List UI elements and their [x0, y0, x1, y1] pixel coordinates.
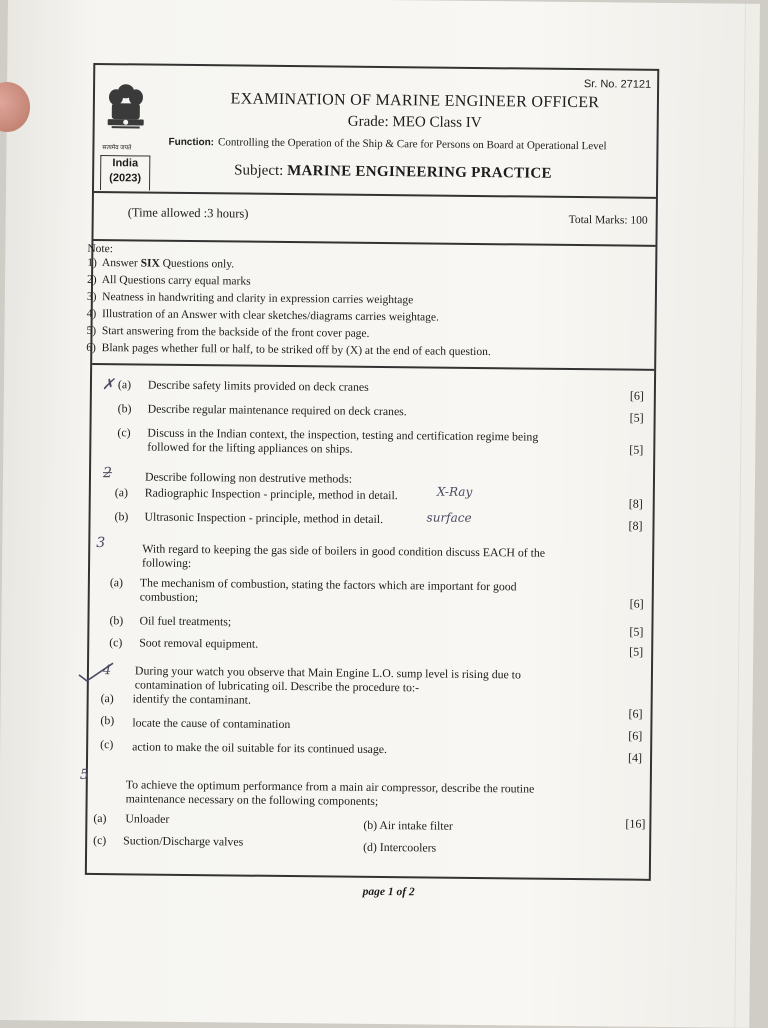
- q4a-text: identify the contaminant.: [132, 691, 252, 707]
- q3a-text-line1: The mechanism of combustion, stating the factors which are important for good: [139, 575, 517, 594]
- notes-heading: Note:: [87, 242, 114, 256]
- q1b-text: Describe regular maintenance required on deck cranes.: [147, 401, 407, 419]
- q3c-marks: [5]: [629, 644, 644, 659]
- time-allowed: (Time allowed :3 hours): [127, 205, 249, 221]
- q5-intro-line1: To achieve the optimum performance from a main air compressor, describe the routine: [125, 777, 535, 796]
- q5a-label: (a): [93, 811, 107, 826]
- serial-number: Sr. No. 27121: [583, 78, 652, 91]
- q3-intro-line2: following:: [142, 555, 192, 571]
- note-item: [87, 257, 234, 271]
- q1c-marks: [5]: [629, 442, 644, 457]
- q3-intro-line1: With regard to keeping the gas side of boilers in good condition discuss EACH of the: [142, 541, 546, 560]
- grade-label: Grade: MEO Class IV: [347, 113, 482, 132]
- q1a-marks: [6]: [629, 388, 644, 403]
- note-number: 2): [86, 273, 97, 287]
- q5-intro-line2: maintenance necessary on the following components;: [125, 791, 379, 808]
- paper-fold: [734, 4, 746, 1028]
- notes-section: [86, 241, 655, 371]
- q5a-text: Unloader: [125, 811, 170, 826]
- note-number: 4): [86, 307, 97, 321]
- q4b-marks: [6]: [628, 728, 643, 743]
- q4c-marks: [4]: [628, 750, 643, 765]
- question-5-pen-mark: 5: [79, 766, 89, 783]
- note-text: All Questions carry equal marks: [101, 274, 251, 288]
- q1c-text-line2: followed for the lifting appliances on ships.: [147, 439, 353, 456]
- year-label: (2023): [109, 172, 142, 185]
- page-number: page 1 of 2: [362, 885, 415, 899]
- q2a-handwritten-note: X-Ray: [436, 484, 473, 499]
- subject-line: [234, 162, 614, 183]
- note-number: 1): [87, 256, 97, 270]
- note-text: Illustration of an Answer with clear sketches/diagrams carries weightage.: [101, 308, 439, 324]
- q3a-text-line2: combustion;: [139, 589, 199, 605]
- q5c-text: Suction/Discharge valves: [123, 833, 244, 849]
- q1a-text: Describe safety limits provided on deck cranes: [147, 377, 369, 394]
- note-item: [87, 274, 251, 288]
- q4c-label: (c): [100, 737, 114, 752]
- note-bold: SIX: [140, 257, 160, 270]
- q4-intro-line1: During your watch you observe that Main Engine L.O. sump level is rising due to: [134, 663, 521, 682]
- question-4-pen-mark: 4: [102, 663, 112, 679]
- function-line: [168, 136, 658, 153]
- q1c-label: (c): [117, 425, 131, 440]
- total-marks: Total Marks: 100: [568, 213, 648, 227]
- q2a-text: Radiographic Inspection - principle, method in detail.: [144, 485, 398, 503]
- national-emblem-icon: [102, 81, 149, 143]
- note-number: 6): [86, 341, 96, 355]
- q4b-label: (b): [100, 713, 115, 728]
- note-number: 5): [86, 324, 97, 338]
- q3b-marks: [5]: [629, 624, 644, 639]
- q1b-marks: [5]: [629, 410, 644, 425]
- q4a-marks: [6]: [628, 706, 643, 721]
- note-text: Blank pages whether full or half, to be striked off by (X) at the end of each question.: [101, 342, 491, 359]
- q2a-label: (a): [114, 485, 128, 500]
- q4-intro-line2: contamination of lubricating oil. Describe the procedure to:-: [134, 677, 420, 695]
- note-text: Neatness in handwriting and clarity in expression carries weightage: [102, 291, 414, 307]
- q4c-text: action to make the oil suitable for its continued usage.: [132, 739, 388, 757]
- q5d-text: (d) Intercoolers: [363, 839, 437, 855]
- subject-name: MARINE ENGINEERING PRACTICE: [287, 162, 552, 182]
- note-number: 3): [86, 290, 97, 304]
- question-3-pen-mark: 3: [96, 535, 106, 552]
- q1b-label: (b): [117, 401, 132, 416]
- q4a-label: (a): [100, 691, 114, 706]
- exam-title: EXAMINATION OF MARINE ENGINEER OFFICER: [230, 90, 600, 112]
- q2b-text: Ultrasonic Inspection - principle, method in detail.: [144, 509, 384, 527]
- q3b-label: (b): [109, 613, 124, 628]
- q3a-label: (a): [109, 575, 124, 590]
- q2b-label: (b): [114, 509, 129, 524]
- q5b-text: (b) Air intake filter: [363, 817, 453, 833]
- q2-intro: Describe following non destrutive methods:: [144, 469, 353, 486]
- q3a-marks: [6]: [629, 596, 644, 611]
- q1c-text-line1: Discuss in the Indian context, the inspection, testing and certification regime being: [147, 425, 539, 444]
- country-label: India: [112, 157, 139, 170]
- header-section: [94, 65, 657, 199]
- note-text: Questions only.: [159, 257, 235, 271]
- q3b-text: Oil fuel treatments;: [139, 613, 232, 629]
- q2b-marks: [8]: [628, 518, 643, 533]
- time-marks-row: [93, 193, 655, 247]
- function-label: Function:: [168, 136, 215, 149]
- question-2-pen-mark: 2: [102, 465, 113, 482]
- questions-section: [79, 365, 654, 879]
- q2b-handwritten-note: surface: [426, 510, 472, 525]
- country-year-box: [100, 155, 150, 191]
- exam-frame: [79, 63, 659, 881]
- subject-label: Subject:: [234, 162, 284, 179]
- q3c-text: Soot removal equipment.: [139, 635, 259, 651]
- q2a-marks: [8]: [628, 496, 643, 511]
- q3c-label: (c): [109, 635, 123, 650]
- note-text: Answer: [101, 257, 141, 270]
- function-text: Controlling the Operation of the Ship & Care for Persons on Board at Operational Level: [217, 136, 607, 153]
- q4b-text: locate the cause of contamination: [132, 715, 291, 732]
- note-item: [87, 308, 439, 324]
- q1a-label: (a): [117, 377, 132, 392]
- note-item: [87, 291, 413, 306]
- q5c-label: (c): [93, 833, 107, 848]
- note-item: [86, 342, 491, 358]
- q5-marks: [16]: [625, 816, 646, 831]
- emblem-caption: सत्यमेव जयते: [102, 145, 132, 152]
- note-text: Start answering from the backside of the front cover page.: [101, 325, 370, 340]
- question-1-pen-mark: ✗: [101, 375, 115, 394]
- note-item: [86, 325, 369, 340]
